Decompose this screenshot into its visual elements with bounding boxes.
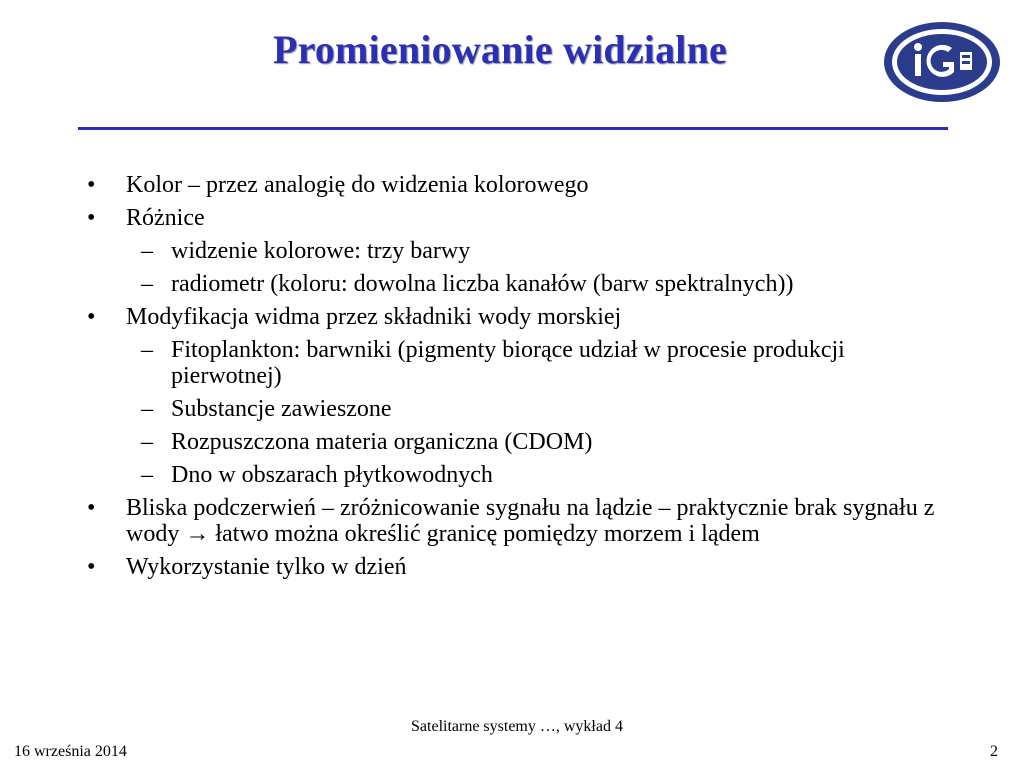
bullet-text: Dno w obszarach płytkowodnych	[171, 462, 493, 488]
sub-bullet-item	[78, 238, 958, 264]
page-number: 2	[990, 743, 998, 760]
bullet-marker: •	[87, 554, 96, 580]
bullet-text: Bliska podczerwień – zróżnicowanie sygnału na lądzie – praktycznie brak sygnału z wody → łatwo można określić granicę pomiędzy morzem i lądem	[126, 495, 935, 547]
dash-marker: –	[141, 462, 153, 488]
sub-bullet-item	[78, 396, 958, 422]
bullet-text: Fitoplankton: barwniki (pigmenty biorące udział w procesie produkcji pierwotnej)	[171, 337, 845, 389]
bullet-text: Kolor – przez analogię do widzenia kolorowego	[126, 172, 589, 198]
title-divider	[78, 127, 948, 130]
bullet-text: Różnice	[126, 205, 205, 231]
bullet-item	[78, 172, 958, 198]
bullet-text: radiometr (koloru: dowolna liczba kanałów (barw spektralnych))	[171, 271, 794, 297]
university-logo-icon	[882, 20, 1002, 104]
footer-date: 16 września 2014	[14, 743, 127, 760]
bullet-text: Rozpuszczona materia organiczna (CDOM)	[171, 429, 593, 455]
bullet-marker: •	[87, 172, 96, 198]
sub-bullet-item	[78, 337, 958, 389]
sub-bullet-item	[78, 462, 958, 488]
bullet-marker: •	[87, 205, 96, 231]
slide-title: Promieniowanie widzialne	[272, 27, 728, 72]
dash-marker: –	[141, 271, 153, 297]
dash-marker: –	[141, 238, 153, 264]
bullet-marker: •	[87, 304, 96, 330]
bullet-item	[78, 205, 958, 231]
sub-bullet-item	[78, 271, 958, 297]
bullet-text: widzenie kolorowe: trzy barwy	[171, 238, 471, 264]
footer-course: Satelitarne systemy …, wykład 4	[411, 718, 623, 735]
dash-marker: –	[141, 429, 153, 455]
bullet-list	[78, 172, 958, 587]
bullet-item	[78, 304, 958, 330]
bullet-text: Modyfikacja widma przez składniki wody morskiej	[126, 304, 622, 330]
bullet-text: Substancje zawieszone	[171, 396, 392, 422]
bullet-item	[78, 554, 958, 580]
dash-marker: –	[141, 337, 153, 363]
sub-bullet-item	[78, 429, 958, 455]
bullet-text: Wykorzystanie tylko w dzień	[126, 554, 407, 580]
dash-marker: –	[141, 396, 153, 422]
bullet-item	[78, 495, 958, 547]
bullet-marker: •	[87, 495, 96, 521]
